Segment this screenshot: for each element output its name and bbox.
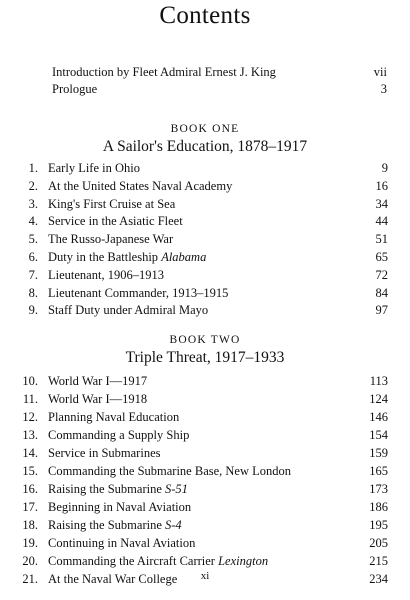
chapter-title-text: Service in the Asiatic Fleet <box>48 214 183 229</box>
chapter-title-text: Continuing in Naval Aviation <box>48 536 196 550</box>
chapter-page: 113 <box>369 374 388 388</box>
chapter-row <box>20 177 388 195</box>
chapter-page: 34 <box>375 196 388 211</box>
chapter-title <box>48 230 173 248</box>
chapter-title-text: Service in Submarines <box>48 446 161 460</box>
chapter-number: 4. <box>28 214 38 229</box>
chapter-title-text: Commanding a Supply Ship <box>48 428 190 442</box>
chapter-title-text: Planning Naval Education <box>48 410 180 424</box>
chapter-title-text: Commanding the Aircraft Carrier <box>48 554 219 568</box>
chapter-title <box>48 284 228 302</box>
chapter-title-text: At the Naval War College <box>48 572 178 586</box>
front-matter <box>52 58 387 98</box>
chapter-title-italic: S-4 <box>165 518 182 532</box>
chapter-page: 215 <box>369 554 388 568</box>
chapter-title <box>48 390 147 408</box>
chapter-page: 124 <box>369 392 388 406</box>
chapter-page: 16 <box>375 178 388 193</box>
chapter-title <box>48 426 189 444</box>
chapter-number: 20. <box>22 554 38 568</box>
chapter-title <box>48 462 291 480</box>
chapter-row <box>20 284 388 302</box>
chapter-row <box>20 212 388 230</box>
front-matter-row <box>52 81 387 97</box>
front-matter-row <box>52 64 387 80</box>
chapter-number: 11. <box>22 392 38 406</box>
chapter-row <box>20 372 388 390</box>
chapter-number: 9. <box>28 303 38 318</box>
chapter-title-text: Early Life in Ohio <box>48 161 140 175</box>
chapter-title <box>48 212 183 230</box>
chapter-number: 18. <box>22 518 38 532</box>
chapter-title-text: King's First Cruise at Sea <box>48 196 176 211</box>
chapter-title-text: Duty in the Battleship <box>48 250 162 264</box>
chapter-title-italic: Alabama <box>161 250 207 264</box>
chapter-number: 6. <box>28 250 38 264</box>
chapter-page: 9 <box>381 161 388 175</box>
chapter-title-text: World War I—1918 <box>48 392 148 406</box>
chapter-number: 16. <box>22 482 38 496</box>
chapter-number: 7. <box>28 267 38 282</box>
chapter-number: 5. <box>28 232 38 247</box>
chapter-page: 154 <box>369 428 388 442</box>
chapter-title <box>48 177 232 195</box>
chapter-number: 15. <box>22 464 38 478</box>
chapter-title-text: Beginning in Naval Aviation <box>48 500 192 514</box>
chapter-row <box>20 195 388 213</box>
chapter-title <box>48 301 208 319</box>
chapter-row <box>20 480 388 498</box>
chapter-title <box>48 248 206 266</box>
chapter-title-text: Commanding the Submarine Base, New London <box>48 464 292 478</box>
chapter-row <box>20 408 388 426</box>
chapter-row <box>20 248 388 266</box>
chapter-title-text: Lieutenant, 1906–1913 <box>48 267 164 282</box>
front-matter-label: Prologue <box>52 82 98 96</box>
chapter-number: 19. <box>22 536 38 550</box>
chapter-title <box>48 159 140 177</box>
chapter-page: 146 <box>369 410 388 424</box>
chapter-number: 8. <box>28 285 38 300</box>
page-title: Contents <box>159 2 251 29</box>
chapter-title <box>48 195 175 213</box>
chapter-title-text: Lieutenant Commander, 1913–1915 <box>48 285 229 300</box>
chapter-title <box>48 552 268 570</box>
chapter-title-text: Staff Duty under Admiral Mayo <box>48 303 209 318</box>
chapter-page: 65 <box>375 250 388 264</box>
chapter-page: 72 <box>375 267 388 282</box>
chapter-row <box>20 301 388 319</box>
chapter-row <box>20 462 388 480</box>
chapter-number: 3. <box>28 196 38 211</box>
chapter-title <box>48 480 188 498</box>
front-matter-page: vii <box>373 65 387 79</box>
front-matter-page: 3 <box>380 82 387 96</box>
chapter-title-text: Raising the Submarine <box>48 482 165 496</box>
page-number: xi <box>200 570 210 582</box>
chapter-row <box>20 390 388 408</box>
chapter-title <box>48 516 182 534</box>
chapter-number: 12. <box>22 410 38 424</box>
chapter-title <box>48 498 191 516</box>
chapter-row <box>20 159 388 177</box>
chapter-title <box>48 408 179 426</box>
chapter-title <box>48 444 160 462</box>
chapter-page: 97 <box>375 303 388 318</box>
chapter-row <box>20 230 388 248</box>
chapter-number: 1. <box>28 161 38 175</box>
chapter-row <box>20 266 388 284</box>
front-matter-label: Introduction by Fleet Admiral Ernest J. King <box>52 65 276 79</box>
chapter-title-text: Raising the Submarine <box>48 518 165 532</box>
chapter-page: 51 <box>375 232 388 247</box>
chapter-page: 234 <box>369 572 388 586</box>
chapter-title-text: The Russo-Japanese War <box>48 232 174 247</box>
chapter-title <box>48 534 195 552</box>
chapter-title <box>48 372 147 390</box>
chapter-number: 10. <box>22 374 38 388</box>
book-label: BOOK ONE <box>170 123 240 135</box>
chapter-page: 165 <box>369 464 388 478</box>
chapter-number: 2. <box>28 178 38 193</box>
chapter-row <box>20 498 388 516</box>
chapter-number: 21. <box>22 572 38 586</box>
chapter-number: 13. <box>22 428 38 442</box>
chapter-row <box>20 552 388 570</box>
chapter-title <box>48 266 164 284</box>
chapter-page: 44 <box>375 214 388 229</box>
chapter-page: 205 <box>369 536 388 550</box>
chapter-page: 186 <box>369 500 388 514</box>
chapter-row <box>20 516 388 534</box>
chapter-title-text: World War I—1917 <box>48 374 148 388</box>
chapter-page: 84 <box>375 285 388 300</box>
book-title: A Sailor's Education, 1878–1917 <box>102 138 308 155</box>
chapter-title-italic: Lexington <box>218 554 269 568</box>
chapter-page: 159 <box>369 446 388 460</box>
chapter-row <box>20 426 388 444</box>
book-title: Triple Threat, 1917–1933 <box>125 349 285 366</box>
chapter-row <box>20 534 388 552</box>
chapter-page: 195 <box>369 518 388 532</box>
chapter-page: 173 <box>369 482 388 496</box>
chapter-number: 17. <box>22 500 38 514</box>
chapter-title-text: At the United States Naval Academy <box>48 178 233 193</box>
book-label: BOOK TWO <box>169 334 241 346</box>
chapter-title-italic: S-51 <box>165 482 188 496</box>
chapter-number: 14. <box>22 446 38 460</box>
chapter-row <box>20 444 388 462</box>
